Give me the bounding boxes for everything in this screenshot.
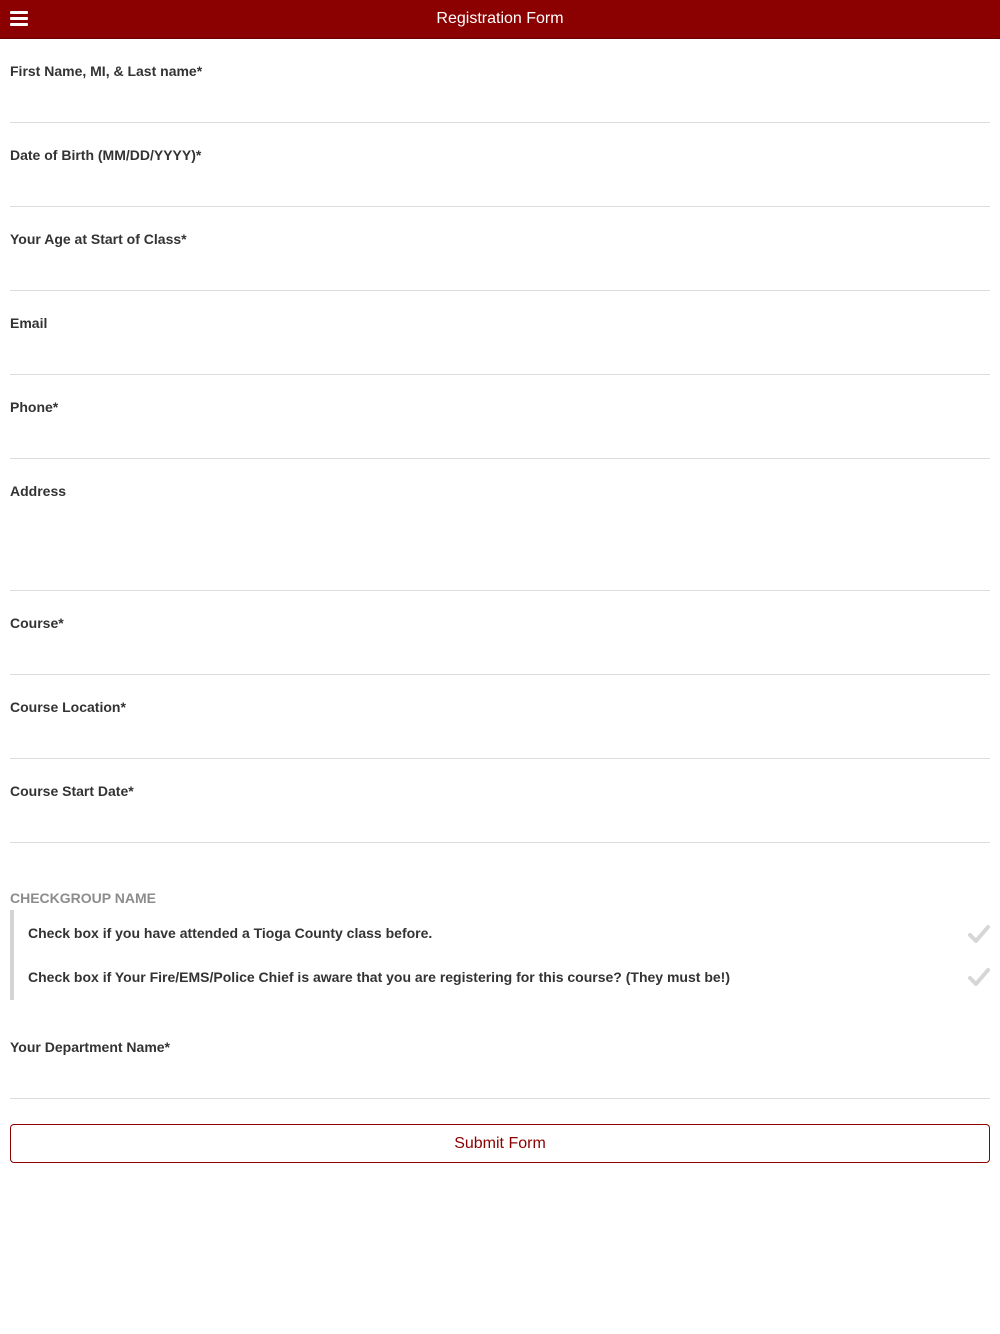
- full-name-input[interactable]: [10, 90, 990, 114]
- date-of-birth-input[interactable]: [10, 174, 990, 198]
- course-label: Course*: [10, 615, 64, 631]
- check-label-chief-aware: Check box if Your Fire/EMS/Police Chief is aware that you are registering for this course? (They must be!): [28, 969, 730, 985]
- full-name-field: [10, 40, 990, 123]
- phone-input[interactable]: [10, 426, 990, 450]
- phone-label: Phone*: [10, 399, 59, 415]
- email-field: [10, 292, 990, 375]
- age-field: [10, 208, 990, 291]
- date-of-birth-field: [10, 124, 990, 207]
- top-navigation-bar: [0, 0, 1000, 39]
- course-location-field: [10, 676, 990, 759]
- checkgroup-title: CHECKGROUP NAME: [10, 890, 156, 906]
- department-name-label: Your Department Name*: [10, 1039, 171, 1055]
- address-field: [10, 460, 990, 591]
- full-name-label: First Name, MI, & Last name*: [10, 63, 203, 79]
- department-name-input[interactable]: [10, 1066, 990, 1090]
- course-input[interactable]: [10, 642, 990, 666]
- check-label-attended-before: Check box if you have attended a Tioga County class before.: [28, 925, 433, 941]
- page-title: Registration Form: [436, 10, 564, 27]
- email-label: Email: [10, 315, 48, 331]
- checkgroup: [10, 910, 994, 1000]
- date-of-birth-label: Date of Birth (MM/DD/YYYY)*: [10, 147, 202, 163]
- course-location-input[interactable]: [10, 726, 990, 750]
- checkmark-icon[interactable]: [968, 967, 990, 987]
- checkmark-icon[interactable]: [968, 924, 990, 944]
- submit-form-button[interactable]: Submit Form: [10, 1124, 990, 1163]
- check-row-chief-aware[interactable]: [14, 957, 990, 997]
- course-start-date-label: Course Start Date*: [10, 783, 134, 799]
- course-location-label: Course Location*: [10, 699, 126, 715]
- address-label: Address: [10, 483, 67, 499]
- email-input[interactable]: [10, 342, 990, 366]
- check-row-attended-before[interactable]: [14, 912, 990, 952]
- department-name-field: [10, 1016, 990, 1099]
- address-input[interactable]: [10, 510, 990, 582]
- phone-field: [10, 376, 990, 459]
- course-start-date-input[interactable]: [10, 810, 990, 834]
- course-start-date-field: [10, 760, 990, 843]
- age-input[interactable]: [10, 258, 990, 282]
- age-label: Your Age at Start of Class*: [10, 231, 187, 247]
- course-field: [10, 592, 990, 675]
